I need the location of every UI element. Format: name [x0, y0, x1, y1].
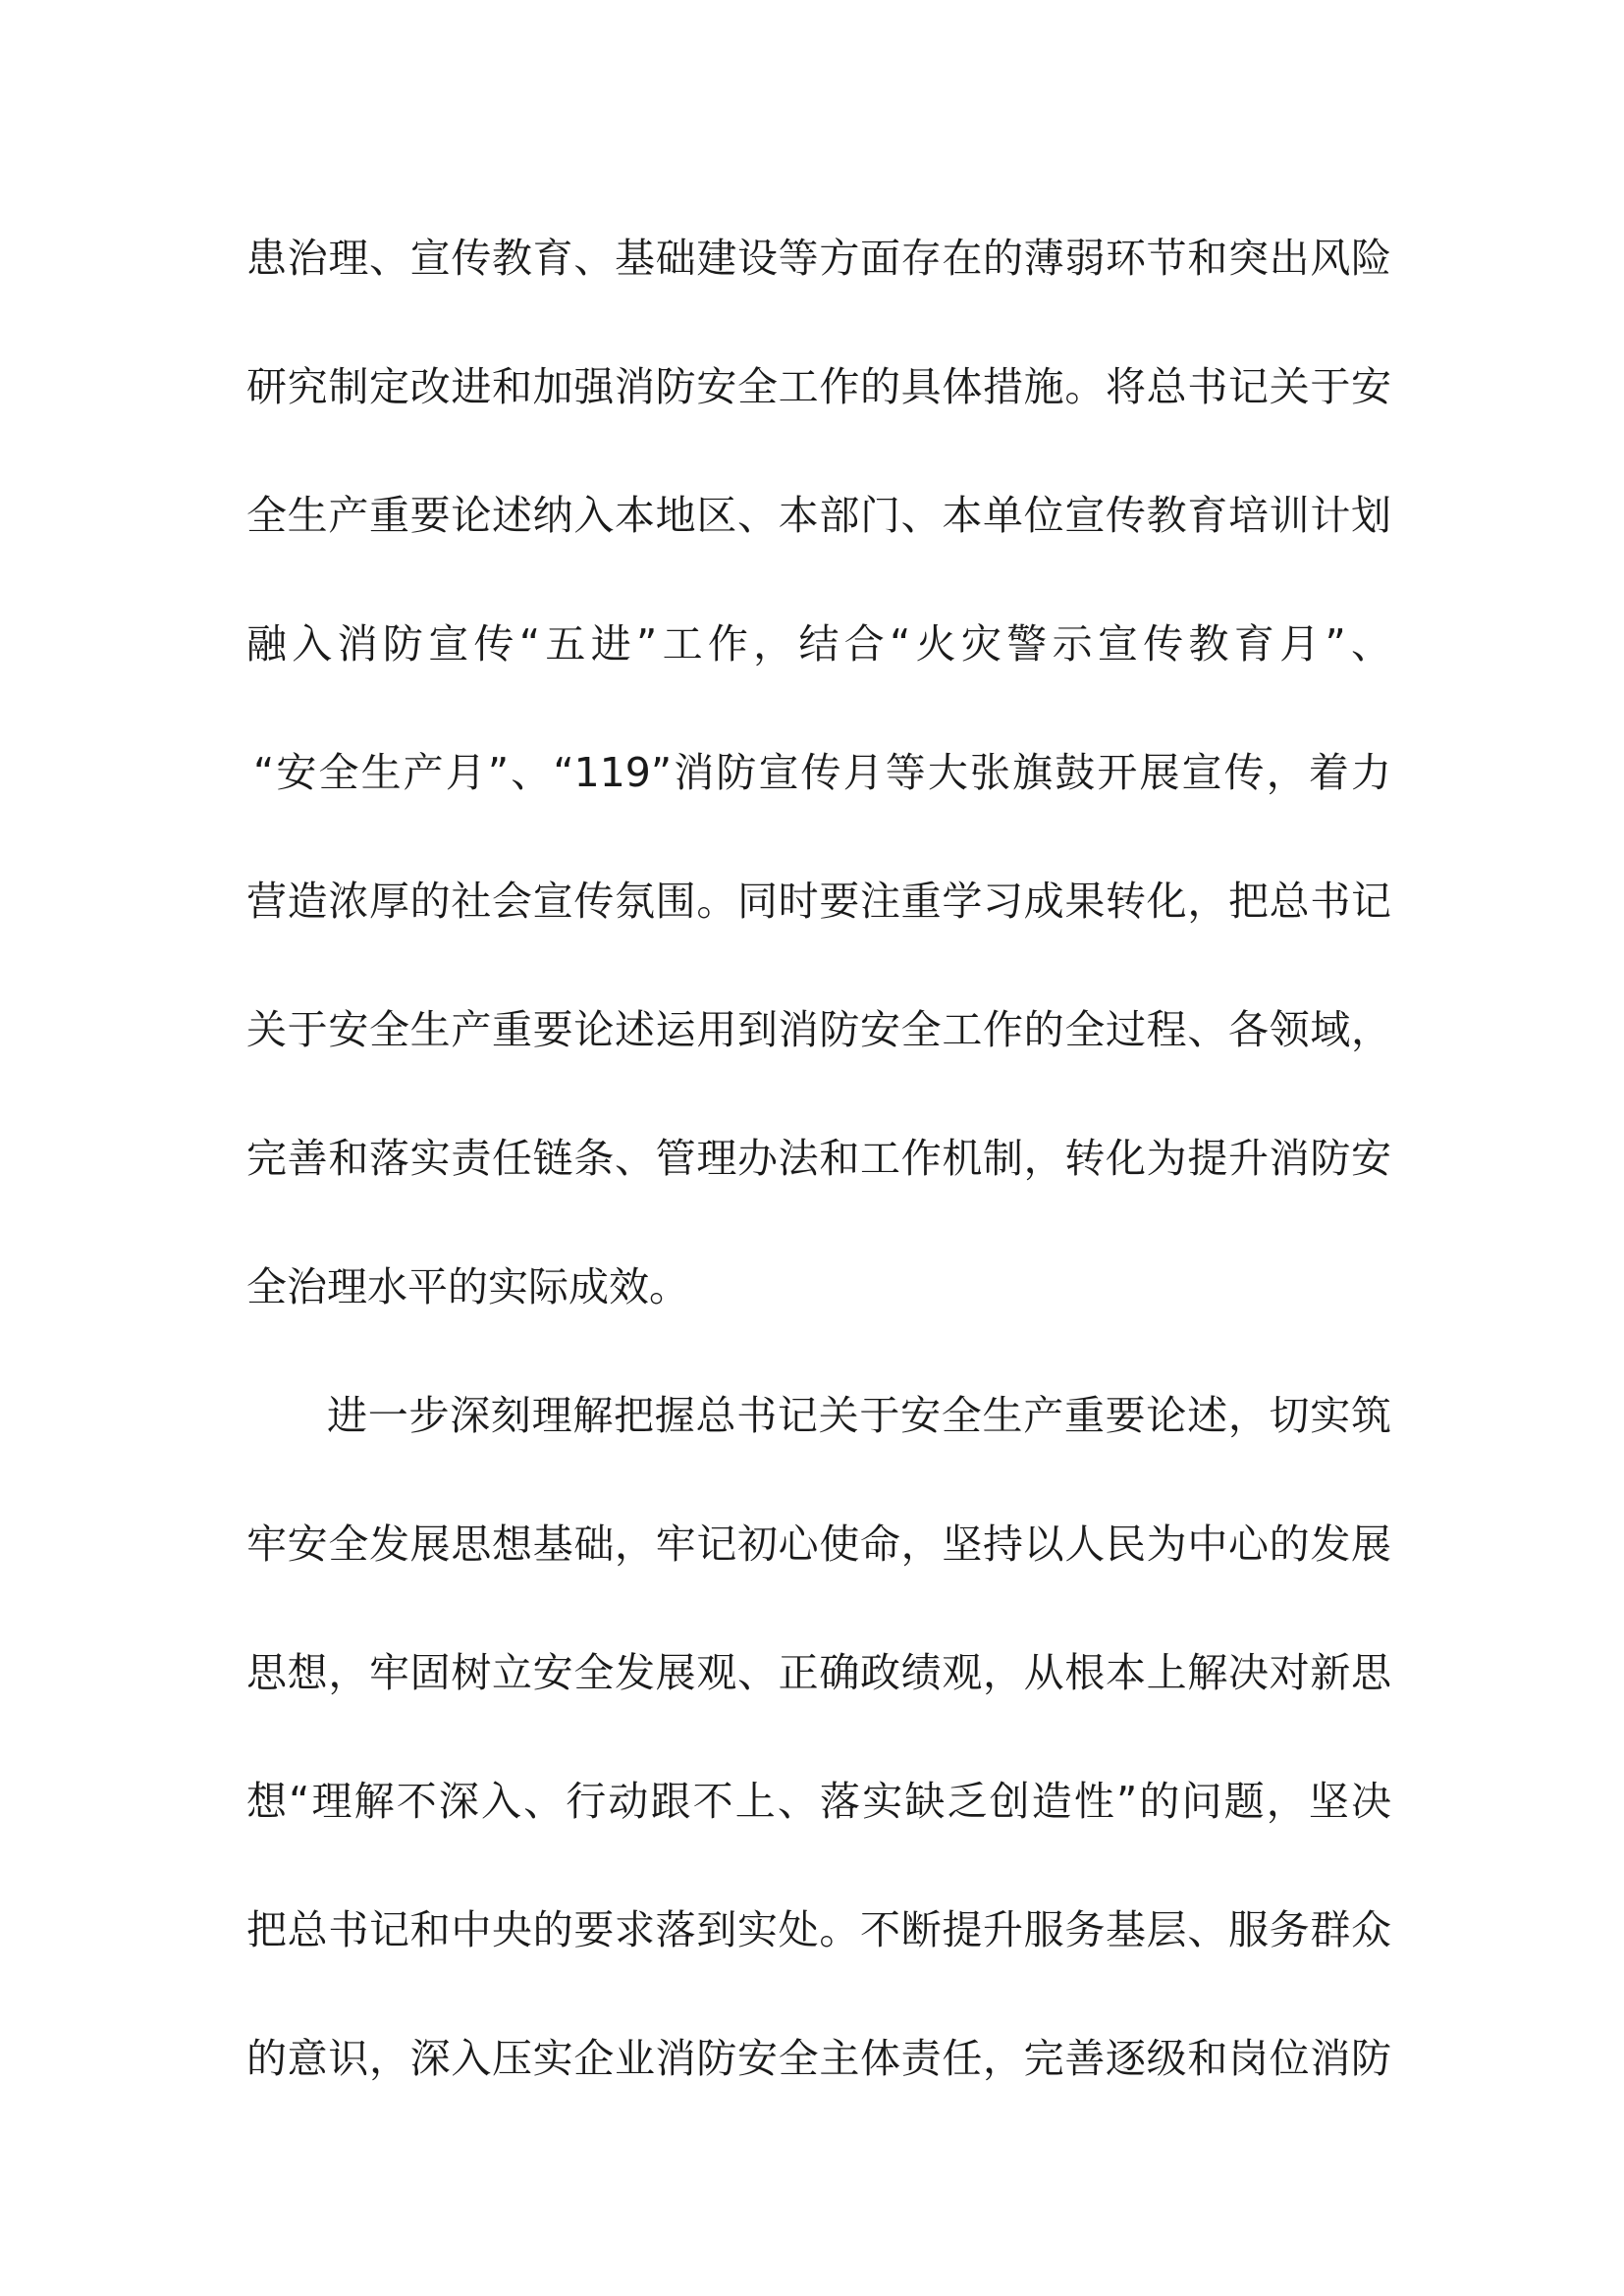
text-line: 营造浓厚的社会宣传氛围。同时要注重学习成果转化，把总书记	[246, 878, 1391, 925]
text-line: 研究制定改进和加强消防安全工作的具体措施。将总书记关于安	[246, 363, 1391, 410]
text-line: 全治理水平的实际成效。	[246, 1263, 689, 1310]
text-line: 想“理解不深入、行动跟不上、落实缺乏创造性”的问题，坚决	[246, 1778, 1391, 1825]
text-line: 进一步深刻理解把握总书记关于安全生产重要论述，切实筑	[327, 1392, 1391, 1439]
text-line: 患治理、宣传教育、基础建设等方面存在的薄弱环节和突出风险	[246, 235, 1391, 282]
text-line: 融入消防宣传“五进”工作，结合“火灾警示宣传教育月”、	[246, 620, 1391, 667]
text-line: 思想，牢固树立安全发展观、正确政绩观，从根本上解决对新思	[246, 1649, 1391, 1696]
text-line: 关于安全生产重要论述运用到消防安全工作的全过程、各领域，	[246, 1006, 1391, 1053]
text-line: “安全生产月”、“119”消防宣传月等大张旗鼓开展宣传，着力	[253, 749, 1391, 796]
text-line: 全生产重要论述纳入本地区、本部门、本单位宣传教育培训计划	[246, 492, 1391, 539]
text-line: 把总书记和中央的要求落到实处。不断提升服务基层、服务群众	[246, 1906, 1391, 1953]
text-line: 完善和落实责任链条、管理办法和工作机制，转化为提升消防安	[246, 1135, 1391, 1182]
text-line: 的意识，深入压实企业消防安全主体责任，完善逐级和岗位消防	[246, 2035, 1391, 2082]
text-line: 牢安全发展思想基础，牢记初心使命，坚持以人民为中心的发展	[246, 1521, 1391, 1568]
